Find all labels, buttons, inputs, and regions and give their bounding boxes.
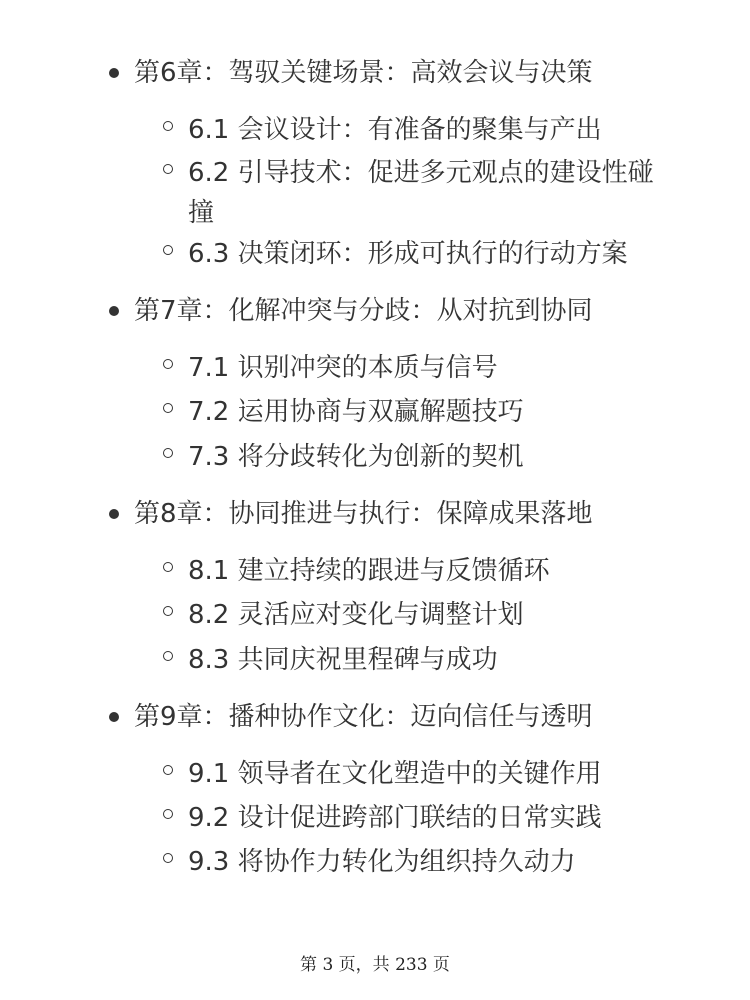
section-bullet-icon (163, 164, 173, 174)
section-bullet-icon (163, 765, 173, 775)
section-title: 9.2 设计促进跨部门联结的日常实践 (188, 803, 602, 833)
section-title: 7.2 运用协商与双赢解题技巧 (188, 397, 524, 427)
section-title: 8.3 共同庆祝里程碑与成功 (188, 645, 498, 675)
page-indicator: 第 3 页，共 233 页 (300, 955, 450, 975)
section-bullet-icon (163, 245, 173, 255)
section-bullet-icon (163, 809, 173, 819)
section-bullet-icon (163, 359, 173, 369)
chapter-bullet-icon (109, 712, 119, 722)
chapter-bullet-icon (109, 306, 119, 316)
section-title: 8.2 灵活应对变化与调整计划 (188, 600, 524, 630)
section-title: 8.1 建立持续的跟进与反馈循环 (188, 556, 550, 586)
section-bullet-icon (163, 562, 173, 572)
chapter-bullet-icon (109, 68, 119, 78)
section-bullet-icon (163, 448, 173, 458)
section-bullet-icon (163, 606, 173, 616)
chapter-title: 第9章：播种协作文化：迈向信任与透明 (134, 702, 593, 732)
section-title: 9.3 将协作力转化为组织持久动力 (188, 847, 576, 877)
section-bullet-icon (163, 403, 173, 413)
section-title: 9.1 领导者在文化塑造中的关键作用 (188, 759, 602, 789)
chapter-title: 第6章：驾驭关键场景：高效会议与决策 (134, 58, 593, 88)
chapter-bullet-icon (109, 509, 119, 519)
section-title: 7.3 将分歧转化为创新的契机 (188, 442, 524, 472)
chapter-title: 第8章：协同推进与执行：保障成果落地 (134, 499, 593, 529)
section-bullet-icon (163, 121, 173, 131)
section-title: 7.1 识别冲突的本质与信号 (188, 353, 498, 383)
section-bullet-icon (163, 853, 173, 863)
section-title: 6.1 会议设计：有准备的聚集与产出 (188, 115, 602, 145)
section-bullet-icon (163, 651, 173, 661)
section-title: 6.2 引导技术：促进多元观点的建设性碰撞 (188, 158, 654, 228)
chapter-title: 第7章：化解冲突与分歧：从对抗到协同 (134, 296, 593, 326)
section-title: 6.3 决策闭环：形成可执行的行动方案 (188, 239, 628, 269)
